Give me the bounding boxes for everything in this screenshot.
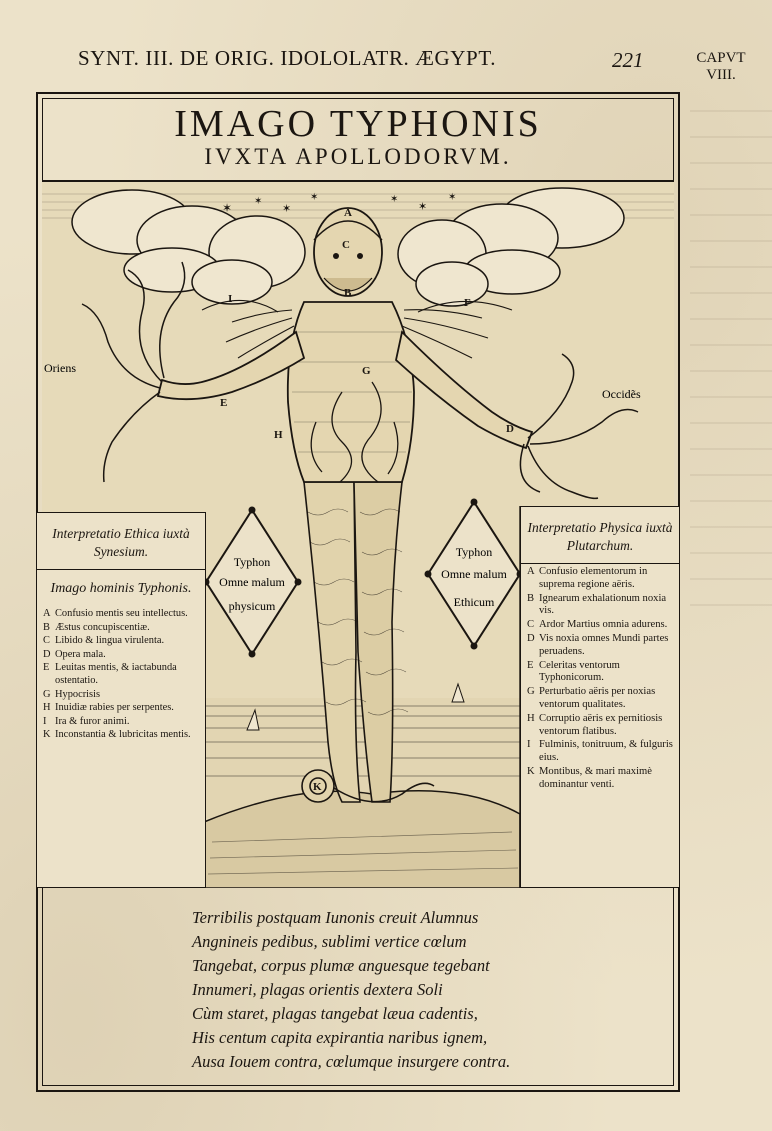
figure-letter-label: F: [464, 297, 471, 309]
list-item: [43, 608, 201, 621]
typhon-head: [314, 208, 382, 296]
legend-text: Ira & furor animi.: [55, 715, 130, 727]
verse-line: Tangebat, corpus plumæ anguesque tegebant: [192, 956, 490, 975]
legend-letter: E: [527, 659, 534, 671]
physical-legend-list: [521, 564, 679, 792]
legend-text: Inuidiæ rabies per serpentes.: [55, 702, 174, 714]
legend-text: Inconstantia & lubricitas mentis.: [55, 729, 191, 741]
svg-text:✶: ✶: [418, 201, 428, 213]
diamond-left-text: physicum: [228, 599, 276, 613]
list-item: [527, 633, 675, 659]
verse-line: Cùm staret, plagas tangebat læua cadentis,: [192, 1004, 478, 1023]
legend-text: Æstus concupiscentiæ.: [55, 621, 150, 633]
figure-letter-label: E: [220, 397, 228, 409]
figure-letter-label: C: [342, 239, 350, 251]
list-item: [527, 739, 675, 765]
list-item: [43, 702, 201, 715]
running-head: SYNT. III. DE ORIG. IDOLOLATR. ÆGYPT.: [78, 46, 497, 70]
legend-text: Fulminis, tonitruum, & fulguris eius.: [539, 739, 673, 764]
list-item: [43, 662, 201, 687]
legend-text: Confusio mentis seu intellectus.: [55, 608, 188, 619]
legend-letter: D: [43, 648, 51, 660]
svg-text:✶: ✶: [222, 201, 233, 215]
chapter-label-line: VIII.: [706, 67, 736, 83]
diamond-left-text: Omne malum: [219, 575, 285, 589]
legend-text: Libido & lingua virulenta.: [55, 635, 165, 647]
title-box: [42, 98, 674, 182]
verse-line: Ausa Iouem contra, cœlumque insurgere contra.: [192, 1052, 511, 1071]
legend-letter: E: [43, 662, 50, 674]
chapter-label: [686, 50, 756, 84]
direction-left-label: Oriens: [44, 361, 76, 375]
page-number: 221: [612, 48, 644, 72]
list-item: [43, 635, 201, 648]
page-subtitle: IVXTA APOLLODORVM.: [204, 144, 512, 169]
legend-text: Confusio elementorum in suprema regione aëris.: [539, 566, 648, 590]
diamond-right-text: Ethicum: [453, 595, 495, 609]
verse-line: Angnineis pedibus, sublimi vertice cœlum: [192, 932, 467, 951]
legend-text: Ignearum exhalationum noxia vis.: [539, 592, 667, 617]
list-item: [527, 686, 675, 712]
direction-right-label: Occidẽs: [602, 387, 641, 401]
diamond-left-text: Typhon: [233, 555, 271, 569]
physical-panel-heading: Interpretatio Physica iuxtà Plutarchum.: [521, 507, 679, 564]
ethical-panel-subheading: Imago hominis Typhonis.: [50, 581, 192, 596]
page-title: IMAGO TYPHONIS: [174, 103, 542, 145]
figure-letter-label: G: [362, 365, 371, 377]
legend-letter: B: [527, 592, 535, 604]
list-item: [43, 649, 201, 662]
legend-text: Montibus, & mari maximè dominantur venti.: [539, 765, 652, 790]
list-item: [43, 716, 201, 729]
legend-letter: G: [527, 686, 535, 698]
legend-text: Vis noxia omnes Mundi partes peruadens.: [539, 632, 669, 657]
chapter-label-line: CAPVT: [696, 50, 746, 66]
verse-line: Innumeri, plagas orientis dextera Soli: [192, 980, 443, 999]
list-item: [527, 593, 675, 619]
legend-text: Ardor Martius omnia adurens.: [539, 619, 668, 631]
list-item: [527, 660, 675, 686]
physical-interpretation-panel: [520, 506, 680, 888]
svg-text:✶: ✶: [448, 192, 457, 203]
legend-letter: H: [43, 702, 51, 714]
legend-text: Hypocrisis: [55, 688, 101, 700]
list-item: [43, 689, 201, 702]
legend-letter: K: [43, 729, 51, 741]
legend-letter: K: [527, 765, 535, 777]
figure-letter-label: H: [274, 429, 283, 441]
list-item: [527, 566, 675, 592]
bleed-through-text: [690, 110, 772, 610]
legend-text: Celeritas ventorum Typhonicorum.: [539, 659, 620, 684]
list-item: [527, 713, 675, 739]
legend-letter: H: [527, 712, 535, 724]
figure-letter-label: B: [344, 287, 352, 299]
list-item: [43, 622, 201, 635]
legend-letter: I: [43, 715, 47, 727]
svg-text:✶: ✶: [254, 196, 263, 207]
legend-text: Corruptio aëris ex pernitiosis ventorum flatibus.: [539, 712, 663, 737]
ethical-legend-list: [37, 604, 205, 742]
list-item: [527, 619, 675, 632]
legend-letter: C: [527, 619, 535, 631]
diamond-right-text: Omne malum: [441, 567, 507, 581]
ethical-interpretation-panel: [36, 512, 206, 888]
figure-letter-label: A: [344, 207, 352, 219]
ethical-panel-heading: Interpretatio Ethica iuxtà Synesium.: [37, 513, 205, 570]
legend-letter: I: [527, 739, 531, 751]
diamond-right-text: Typhon: [455, 545, 493, 559]
legend-text: Perturbatio aëris per noxias ventorum qualitates.: [539, 686, 656, 710]
figure-letter-label: I: [228, 293, 233, 305]
legend-letter: A: [43, 608, 51, 619]
legend-letter: C: [43, 635, 50, 647]
legend-text: Leuitas mentis, & iactabunda ostentatio.: [55, 662, 177, 686]
figure-letter-label: K: [313, 781, 322, 793]
verse-line: His centum capita expirantia naribus ignem,: [192, 1028, 488, 1047]
verse-line: Terribilis postquam Iunonis creuit Alumnus: [192, 908, 479, 927]
legend-letter: B: [43, 621, 50, 633]
legend-letter: D: [527, 632, 535, 644]
list-item: [527, 766, 675, 792]
svg-text:✶: ✶: [310, 192, 319, 203]
latin-verse: [192, 906, 652, 1074]
legend-letter: A: [527, 566, 535, 577]
legend-text: Opera mala.: [55, 648, 106, 660]
list-item: [43, 729, 201, 742]
figure-letter-label: D: [506, 423, 514, 435]
svg-text:✶: ✶: [282, 203, 292, 215]
legend-letter: G: [43, 688, 51, 700]
svg-text:✶: ✶: [390, 194, 399, 205]
